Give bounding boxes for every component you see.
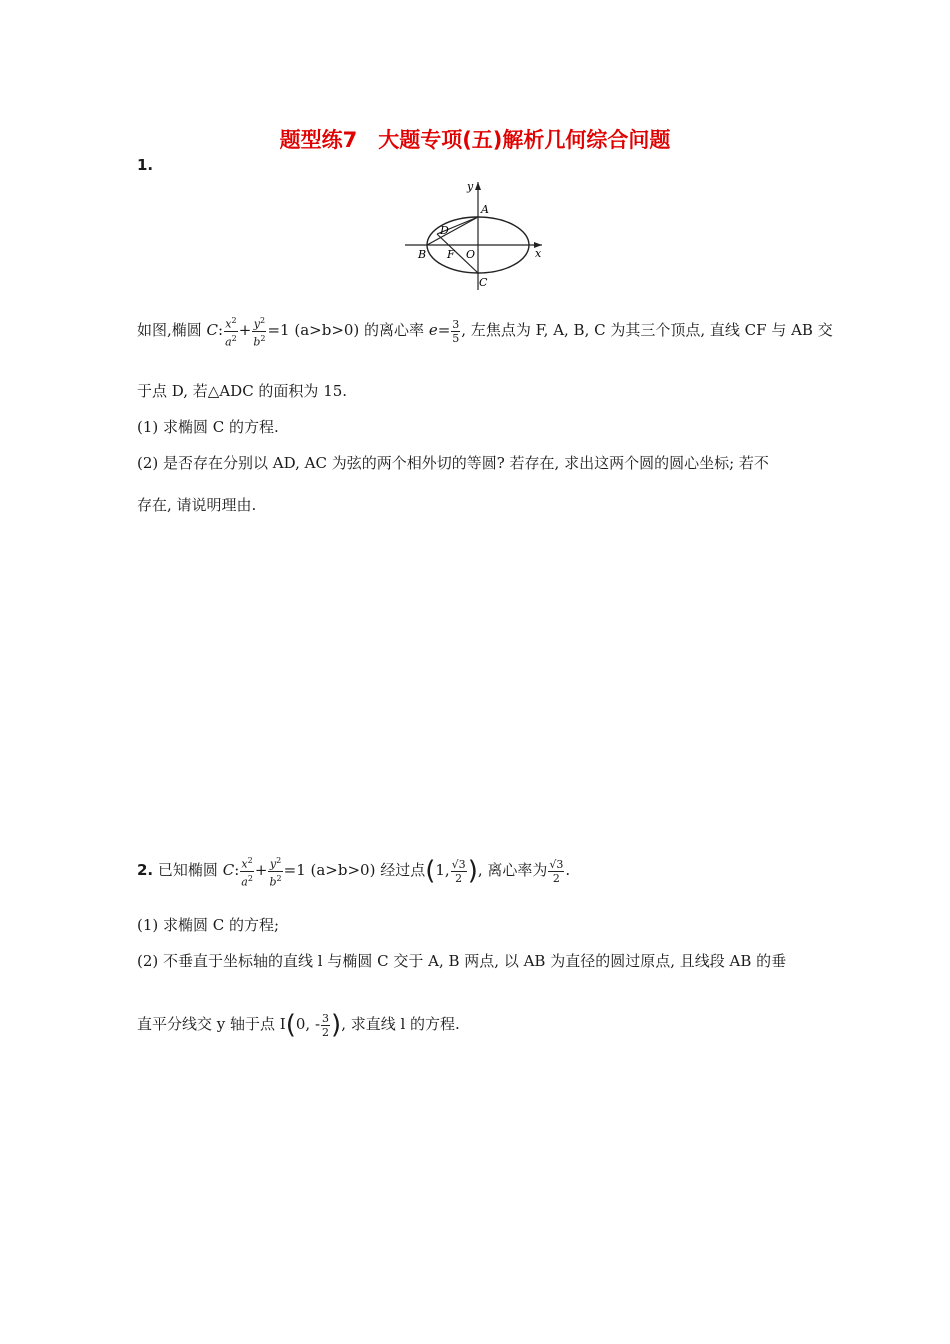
question-1-number: 1. bbox=[137, 156, 154, 174]
fig-label-y: y bbox=[467, 180, 474, 193]
q2-line-4: 直平分线交 y 轴于点 I(0, - $\frac{3}{2}$ ), 求直线 l 的方程. bbox=[137, 1010, 460, 1040]
fig-label-B: B bbox=[418, 248, 427, 261]
q2-line-2: (1) 求椭圆 C 的方程; bbox=[137, 916, 280, 934]
q1-line-3: (1) 求椭圆 C 的方程. bbox=[137, 418, 279, 436]
q2-line-3: (2) 不垂直于坐标轴的直线 l 与椭圆 C 交于 A, B 两点, 以 AB 为直径的圆过原点, 且线段 AB 的垂 bbox=[137, 952, 787, 970]
ellipse-figure bbox=[400, 178, 550, 296]
fig-label-O: O bbox=[466, 248, 476, 261]
fig-label-D: D bbox=[440, 224, 449, 237]
fig-label-x: x bbox=[535, 247, 542, 260]
q1-line-4: (2) 是否存在分别以 AD, AC 为弦的两个相外切的等圆? 若存在, 求出这两个圆的圆心坐标; 若不 bbox=[137, 454, 769, 472]
fig-label-F: F bbox=[447, 248, 455, 261]
q1-line-5: 存在, 请说明理由. bbox=[137, 496, 257, 514]
q2-line-1: 2. 已知椭圆 C: $\frac{x^2}{a^2}$ + $\frac{y^2}{b^2}$ =1 (a>b>0) 经过点(1, $\frac{√3}{2}$ ), 离心率为 $\frac{√3}{2}$ . bbox=[137, 856, 571, 889]
q1-line-1: 如图,椭圆 C: $\frac{x^2}{a^2}$ + $\frac{y^2}{b^2}$ =1 (a>b>0) 的离心率 e= $\frac{3}{5}$ , 左焦点为 F, A, B, C 为其三个顶点, 直线 CF 与 AB 交 bbox=[137, 316, 833, 349]
question-2-number: 2. bbox=[137, 861, 154, 880]
q1-line-2: 于点 D, 若△ADC 的面积为 15. bbox=[137, 382, 348, 400]
fig-label-C: C bbox=[479, 276, 488, 289]
page-title: 题型练7 大题专项(五)解析几何综合问题 bbox=[279, 128, 671, 152]
fig-label-A: A bbox=[481, 203, 489, 216]
